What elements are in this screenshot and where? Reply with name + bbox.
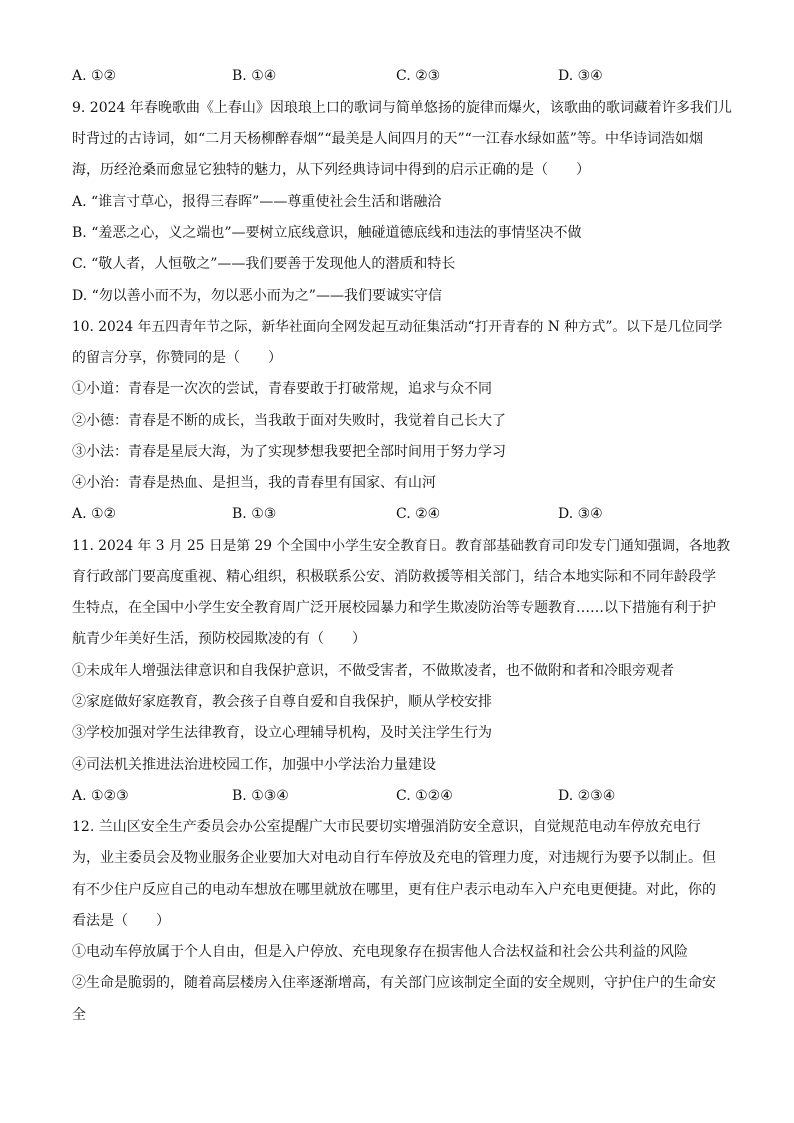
q9-choice-d: D. “勿以善小而不为，勿以恶小而为之”——我们要诚实守信 bbox=[72, 288, 442, 304]
option-d: D. ③④ bbox=[558, 506, 603, 522]
option-c: C. ②④ bbox=[396, 506, 441, 522]
q10-item-3: ③小法：青春是星辰大海，为了实现梦想我要把全部时间用于努力学习 bbox=[72, 444, 506, 460]
option-a: A. ①② bbox=[72, 68, 117, 84]
q11-stem-line: 育行政部门要高度重视、精心组织，积极联系公安、消防救援等相关部门，结合本地实际和不同年龄段学 bbox=[72, 569, 716, 585]
option-b: B. ①④ bbox=[232, 68, 277, 84]
q10-item-4: ④小治：青春是热血、是担当，我的青春里有国家、有山河 bbox=[72, 475, 436, 491]
option-c: C. ①②④ bbox=[396, 788, 453, 804]
q10-stem-line: 10. 2024 年五四青年节之际，新华社面向全网发起互动征集活动“打开青春的 N 种方式”。以下是几位同学 bbox=[72, 319, 723, 335]
option-a: A. ①②③ bbox=[72, 788, 129, 804]
q10-item-1: ①小道：青春是一次次的尝试，青春要敢于打破常规，追求与众不同 bbox=[72, 381, 492, 397]
q11-item-4: ④司法机关推进法治进校园工作，加强中小学法治力量建设 bbox=[72, 757, 436, 773]
q9-stem-line: 9. 2024 年春晚歌曲《上春山》因琅琅上口的歌词与简单悠扬的旋律而爆火，该歌曲的歌词藏着许多我们儿 bbox=[72, 100, 732, 116]
option-a: A. ①② bbox=[72, 506, 117, 522]
q9-choice-a: A. “谁言寸草心，报得三春晖”——尊重使社会生活和谐融洽 bbox=[72, 194, 442, 210]
option-b: B. ①③④ bbox=[232, 788, 289, 804]
q12-item-2-continued: 全 bbox=[72, 1007, 86, 1023]
option-b: B. ①③ bbox=[232, 506, 277, 522]
q10-stem-line: 的留言分享，你赞同的是（ ） bbox=[72, 350, 282, 366]
option-d: D. ②③④ bbox=[558, 788, 616, 804]
q9-stem-line: 时背过的古诗词，如“二月天杨柳醉春烟”“最美是人间四月的天”“一江春水绿如蓝”等。中华诗词浩如烟 bbox=[72, 131, 703, 147]
q11-stem-line: 航青少年美好生活，预防校园欺凌的有（ ） bbox=[72, 631, 366, 647]
q9-stem-line: 海，历经沧桑而愈显它独特的魅力，从下列经典诗词中得到的启示正确的是（ ） bbox=[72, 162, 590, 178]
q12-stem-line: 为，业主委员会及物业服务企业要加大对电动自行车停放及充电的管理力度，对违规行为要予以制止。但 bbox=[72, 850, 716, 866]
option-c: C. ②③ bbox=[396, 68, 441, 84]
q12-item-2: ②生命是脆弱的，随着高层楼房入住率逐渐增高，有关部门应该制定全面的安全规则，守护住户的生命安 bbox=[72, 975, 716, 991]
q11-stem-line: 11. 2024 年 3 月 25 日是第 29 个全国中小学生安全教育日。教育部基础教育司印发专门通知强调，各地教 bbox=[72, 538, 731, 554]
q11-stem-line: 生特点，在全国中小学生安全教育周广泛开展校园暴力和学生欺凌防治等专题教育……以下措施有利于护 bbox=[72, 600, 716, 616]
q12-item-1: ①电动车停放属于个人自由，但是入户停放、充电现象存在损害他人合法权益和社会公共利益的风险 bbox=[72, 944, 688, 960]
q11-item-3: ③学校加强对学生法律教育，设立心理辅导机构，及时关注学生行为 bbox=[72, 725, 492, 741]
q9-choice-c: C. “敬人者，人恒敬之”——我们要善于发现他人的潜质和特长 bbox=[72, 256, 456, 272]
q10-options bbox=[72, 504, 732, 524]
q11-item-2: ②家庭做好家庭教育，教会孩子自尊自爱和自我保护，顺从学校安排 bbox=[72, 694, 492, 710]
option-d: D. ③④ bbox=[558, 68, 603, 84]
q11-item-1: ①未成年人增强法律意识和自我保护意识，不做受害者，不做欺凌者，也不做附和者和冷眼旁观者 bbox=[72, 663, 674, 679]
q9-choice-b: B. “羞恶之心，义之端也”—要树立底线意识，触碰道德底线和违法的事情坚决不做 bbox=[72, 225, 582, 241]
q11-options bbox=[72, 786, 732, 806]
prev-question-options bbox=[72, 66, 732, 86]
q10-item-2: ②小德：青春是不断的成长，当我敢于面对失败时，我觉着自己长大了 bbox=[72, 413, 506, 429]
q12-stem-line: 12. 兰山区安全生产委员会办公室提醒广大市民要切实增强消防安全意识，自觉规范电动车停放充电行 bbox=[72, 819, 701, 835]
q12-stem-line: 看法是（ ） bbox=[72, 913, 170, 929]
q12-stem-line: 有不少住户反应自己的电动车想放在哪里就放在哪里，更有住户表示电动车入户充电更便捷。对此，你的 bbox=[72, 882, 716, 898]
